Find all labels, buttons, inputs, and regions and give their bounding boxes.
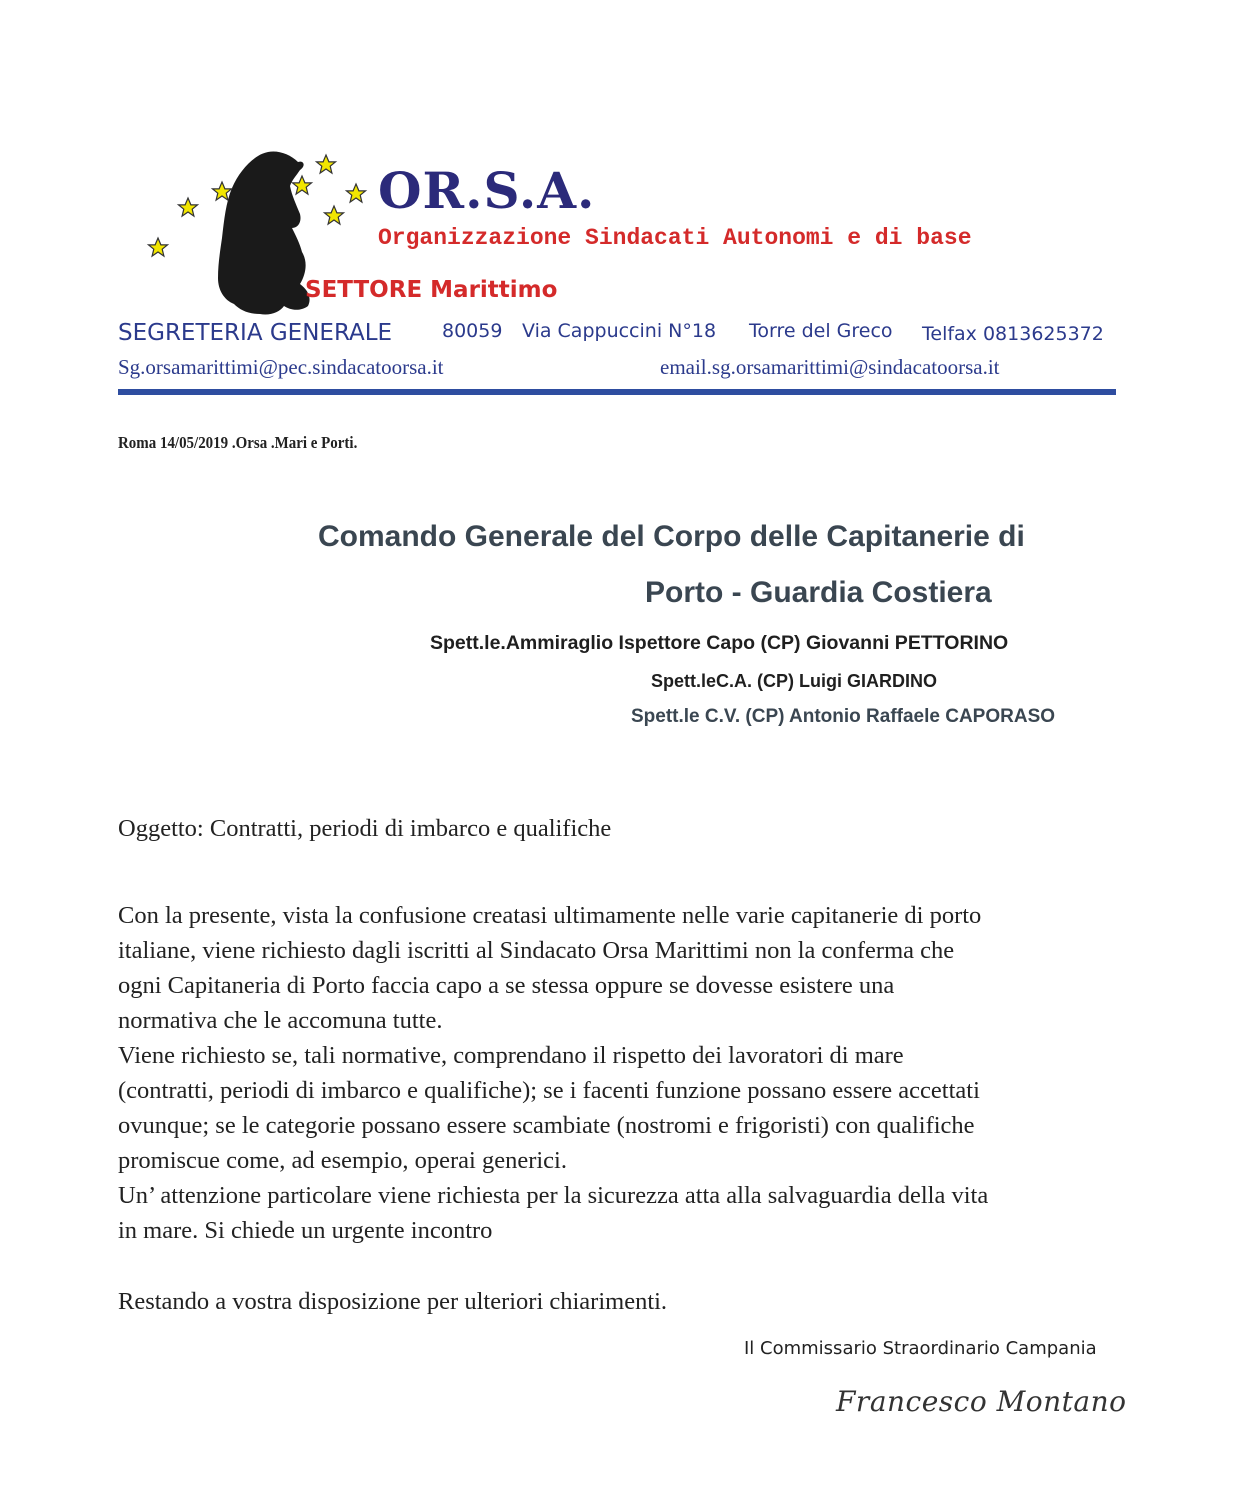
subject-line: Oggetto: Contratti, periodi di imbarco e qualifiche (118, 815, 612, 842)
pec-email-link[interactable]: Sg.orsamarittimi@pec.sindacatoorsa.it (118, 355, 444, 379)
closing-line: Restando a vostra disposizione per ulteriori chiarimenti. (118, 1288, 668, 1315)
brand-name: OR.S.A. (378, 161, 596, 220)
body-line: promiscue come, ad esempio, operai generici. (118, 1147, 567, 1174)
street-address: Via Cappuccini N°18 (522, 320, 717, 342)
body-line: in mare. Si chiede un urgente incontro (118, 1217, 493, 1244)
body-line: Un’ attenzione particolare viene richiesta per la sicurezza atta alla salvaguardia della vita (118, 1182, 989, 1209)
dateline: Roma 14/05/2019 .Orsa .Mari e Porti. (118, 433, 358, 452)
body-line: italiane, viene richiesto dagli iscritti al Sindacato Orsa Marittimi non la conferma che (118, 937, 955, 964)
body-line: ogni Capitaneria di Porto faccia capo a se stessa oppure se dovesse esistere una (118, 972, 895, 999)
recipient-line-giardino: Spett.leC.A. (CP) Luigi GIARDINO (651, 671, 937, 691)
body-line: (contratti, periodi di imbarco e qualifiche); se i facenti funzione possano essere accettati (118, 1077, 980, 1104)
recipient-title-line2: Porto - Guardia Costiera (645, 576, 992, 609)
telfax-number: Telfax 0813625372 (922, 323, 1104, 345)
letter-body (118, 898, 988, 1248)
handwritten-signature: Francesco Montano (836, 1385, 1127, 1418)
bear-silhouette (218, 151, 310, 314)
email-link[interactable]: email.sg.orsamarittimi@sindacatoorsa.it (660, 355, 1000, 379)
signatory-role: Il Commissario Straordinario Campania (744, 1338, 1097, 1359)
letterhead-divider (118, 389, 1116, 395)
recipient-line-pettorino: Spett.le.Ammiraglio Ispettore Capo (CP) Giovanni PETTORINO (430, 632, 1009, 654)
body-line: Con la presente, vista la confusione creatasi ultimamente nelle varie capitanerie di porto (118, 902, 982, 929)
postal-code: 80059 (442, 320, 503, 342)
secretariat-label: SEGRETERIA GENERALE (118, 320, 393, 346)
recipient-line-caporaso: Spett.le C.V. (CP) Antonio Raffaele CAPORASO (631, 706, 1056, 727)
body-line: normativa che le accomuna tutte. (118, 1007, 443, 1034)
body-line: ovunque; se le categorie possano essere scambiate (nostromi e frigoristi) con qualifiche (118, 1112, 975, 1139)
organization-name: Organizzazione Sindacati Autonomi e di base (378, 225, 972, 251)
recipient-title-line1: Comando Generale del Corpo delle Capitanerie di (318, 520, 1025, 553)
sector-name: SETTORE Marittimo (305, 277, 558, 303)
body-line: Viene richiesto se, tali normative, comprendano il rispetto dei lavoratori di mare (118, 1042, 904, 1069)
city: Torre del Greco (749, 320, 893, 342)
